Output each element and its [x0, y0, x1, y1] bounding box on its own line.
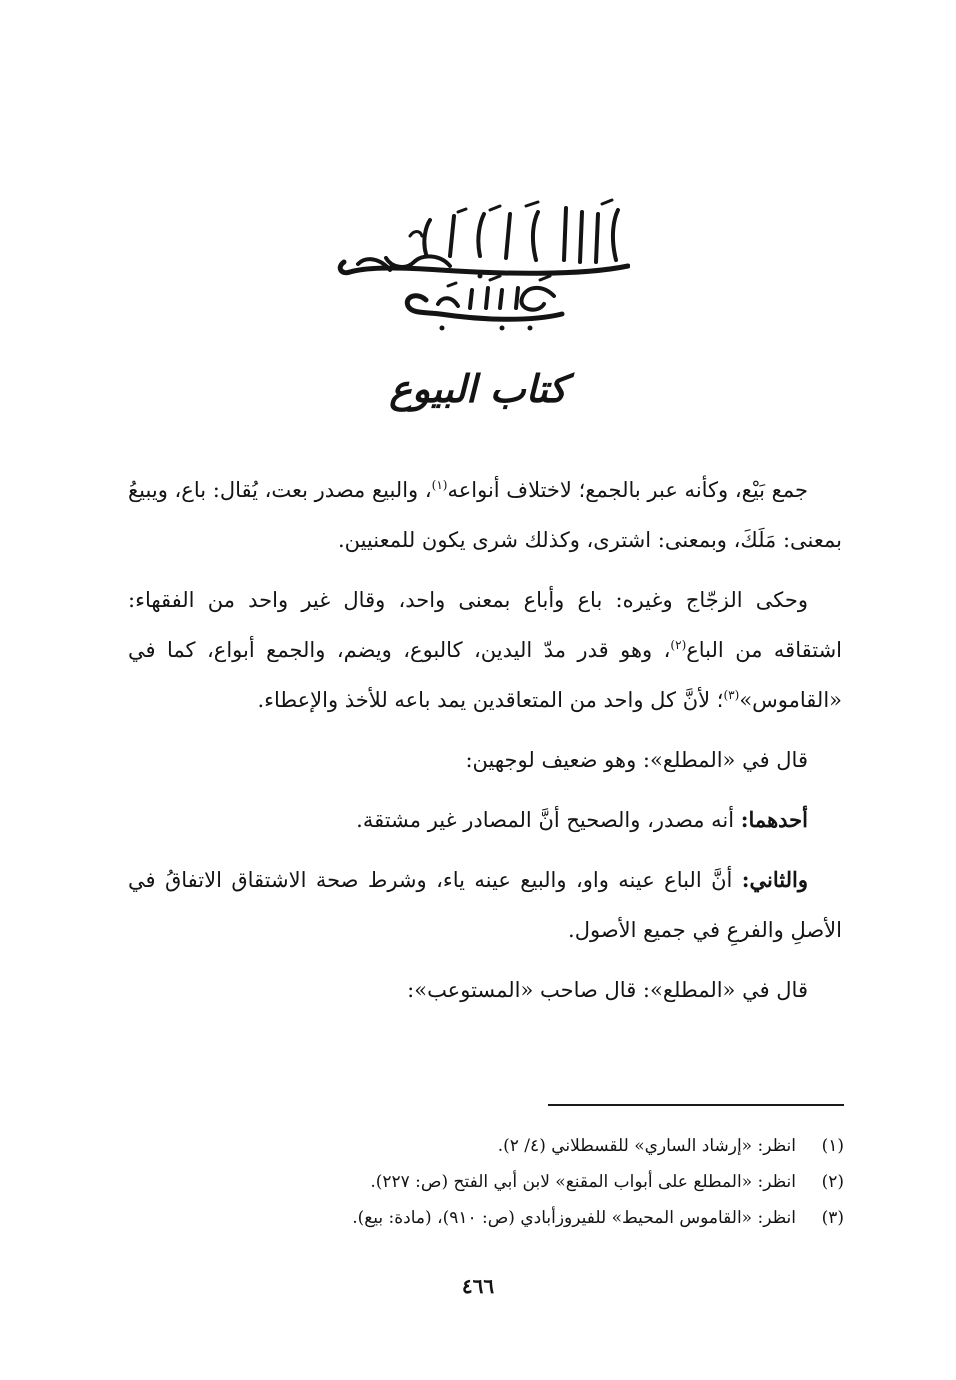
footnotes	[128, 1128, 844, 1236]
footnote-ref-2[interactable]: (٢)	[670, 638, 687, 652]
p2-text-b: ، وهو قدر مدّ اليدين، كالبوع، ويضم، والجمع أبواع، كما في «القاموس»	[128, 638, 842, 712]
paragraph-6: قال في «المطلع»: قال صاحب «المستوعب»:	[407, 978, 808, 1002]
p2-text-a: وحكى الزجّاج وغيره: باع وأباع بمعنى واحد، وقال غير واحد من الفقهاء: اشتقاقه من الباع	[128, 588, 843, 662]
footnote-3	[128, 1200, 844, 1236]
paragraph-2	[128, 575, 842, 725]
main-text	[128, 465, 842, 1025]
footnote-separator	[548, 1104, 844, 1106]
footnote-text: انظر: «إرشاد الساري» للقسطلاني (٤/ ٢).	[497, 1136, 796, 1156]
basmala-calligraphy-graphic	[330, 196, 630, 336]
p4-text: أنه مصدر، والصحيح أنَّ المصادر غير مشتقة.	[356, 808, 741, 832]
page-number: ٤٦٦	[461, 1274, 495, 1298]
paragraph-5	[128, 855, 842, 955]
basmala-calligraphy	[330, 196, 630, 336]
footnote-text: انظر: «المطلع على أبواب المقنع» لابن أبي الفتح (ص: ٢٢٧).	[370, 1172, 796, 1192]
p2-text-c: ؛ لأنَّ كل واحد من المتعاقدين يمد باعه للأخذ والإعطاء.	[257, 688, 724, 712]
footnote-number: (٣)	[821, 1208, 844, 1228]
footnote-2	[128, 1164, 844, 1200]
footnote-ref-3[interactable]: (٣)	[723, 688, 740, 702]
footnote-ref-1[interactable]: (١)	[431, 478, 448, 492]
footnote-number: (١)	[821, 1136, 844, 1156]
paragraph-3: قال في «المطلع»: وهو ضعيف لوجهين:	[465, 748, 808, 772]
chapter-title: كتاب البيوع	[389, 366, 567, 411]
footnote-number: (٢)	[821, 1172, 844, 1192]
footnote-text: انظر: «القاموس المحيط» للفيروزأبادي (ص: ٩١٠)، (مادة: بيع).	[352, 1208, 796, 1228]
p5-text: أنَّ الباع عينه واو، والبيع عينه ياء، وشرط صحة الاشتقاق الاتفاقُ في الأصلِ والفرعِ في جميع الأصول.	[128, 868, 842, 942]
paragraph-4	[128, 795, 842, 845]
p4-label: أحدهما:	[740, 807, 808, 832]
p5-label: والثاني:	[741, 867, 808, 892]
p1-text-b: ، والبيع مصدر بعت، يُقال: باع، ويبيعُ بمعنى: مَلَكَ، وبمعنى: اشترى، وكذلك شرى يكون للمعنيين.	[128, 478, 842, 552]
p1-text-a: جمع بَيْع، وكأنه عبر بالجمع؛ لاختلاف أنواعه	[447, 478, 808, 502]
footnote-1	[128, 1128, 844, 1164]
paragraph-1	[128, 465, 842, 565]
